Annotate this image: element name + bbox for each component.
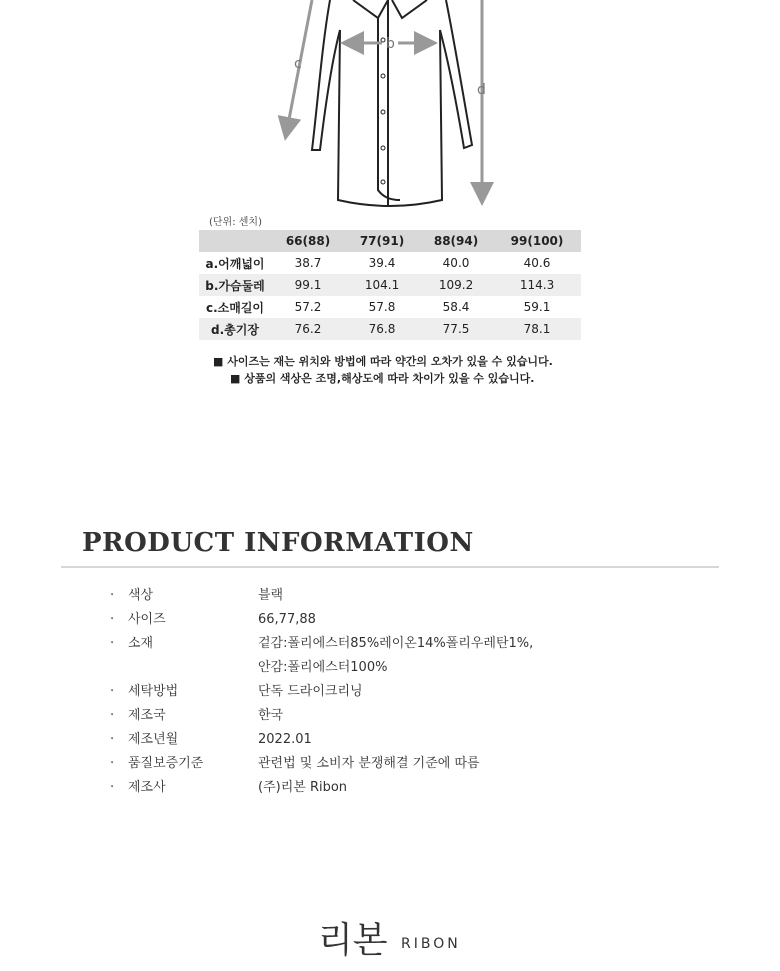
size-chart-table: [199, 230, 581, 340]
size-header-66: 66(88): [271, 230, 345, 252]
info-row-lining: [110, 656, 387, 675]
info-label: 제조사: [128, 780, 166, 795]
info-row-manufacturer: [110, 776, 347, 795]
size-cell: 57.8: [368, 300, 396, 314]
info-label: 제조년월: [128, 732, 179, 747]
size-cell: 57.2: [294, 300, 322, 314]
heading-divider: [61, 566, 719, 568]
bullet: ·: [110, 780, 115, 795]
info-row-country: [110, 704, 283, 723]
info-value: 66,77,88: [258, 612, 316, 627]
size-cell: 40.0: [442, 256, 470, 270]
size-header-blank: [199, 230, 271, 252]
bullet: ·: [110, 732, 115, 747]
size-row-sleeve: [199, 296, 581, 318]
info-row-washing: [110, 680, 363, 699]
info-value: (주)리본 Ribon: [258, 780, 348, 795]
info-label: 세탁방법: [128, 684, 179, 699]
size-cell: 39.4: [368, 256, 396, 270]
info-value: 블랙: [258, 588, 284, 603]
size-header-88: 88(94): [419, 230, 493, 252]
bullet: ·: [110, 612, 115, 627]
size-cell: 78.1: [493, 318, 581, 340]
size-cell: 76.2: [271, 318, 345, 340]
dimension-label-c: c: [294, 56, 302, 72]
info-label: 소재: [128, 636, 154, 651]
size-header-99: 99(100): [493, 230, 581, 252]
size-note-color: ■ 상품의 색상은 조명,해상도에 따라 차이가 있을 수 있습니다.: [230, 372, 535, 385]
info-row-quality: [110, 752, 480, 771]
dimension-label-b: b: [386, 36, 395, 52]
info-label: 품질보증기준: [128, 756, 204, 771]
brand-logo-english: RIBON: [401, 936, 461, 952]
size-note-measurement: ■ 사이즈는 재는 위치와 방법에 따라 약간의 오차가 있을 수 있습니다.: [213, 355, 553, 368]
size-cell: 40.6: [523, 256, 551, 270]
size-unit-label: (단위: 센치): [209, 217, 262, 228]
size-row-label: d.총기장: [199, 318, 271, 340]
size-row-label: c.소매길이: [205, 300, 265, 315]
bullet: ·: [110, 636, 115, 651]
info-value: 겉감:폴리에스터85%레이온14%폴리우레탄1%,: [258, 636, 534, 651]
shirt-dress-illustration: [260, 0, 520, 215]
info-label: 사이즈: [128, 612, 166, 627]
bullet: ·: [110, 708, 115, 723]
size-chart-header-row: [199, 230, 581, 252]
info-row-color: [110, 584, 283, 603]
info-label: 색상: [128, 588, 154, 603]
size-cell: 109.2: [419, 274, 493, 296]
info-value: 2022.01: [258, 732, 312, 747]
dimension-label-d: d: [477, 82, 486, 98]
size-header-77: 77(91): [345, 230, 419, 252]
size-row-label: a.어깨넓이: [205, 256, 265, 271]
bullet: ·: [110, 684, 115, 699]
info-value: 관련법 및 소비자 분쟁해결 기준에 따름: [258, 756, 480, 771]
product-info-heading: PRODUCT INFORMATION: [82, 528, 474, 558]
size-row-shoulder: [199, 252, 581, 274]
size-cell: 38.7: [294, 256, 322, 270]
size-cell: 77.5: [419, 318, 493, 340]
size-cell: 59.1: [523, 300, 551, 314]
info-value: 안감:폴리에스터100%: [258, 660, 388, 675]
info-row-manufacture-date: [110, 728, 312, 747]
info-value: 단독 드라이크리닝: [258, 684, 363, 699]
dress-outline: [312, 0, 472, 206]
size-row-label: b.가슴둘레: [199, 274, 271, 296]
size-row-length: [199, 318, 581, 340]
size-cell: 99.1: [271, 274, 345, 296]
info-label: 제조국: [128, 708, 166, 723]
size-cell: 58.4: [442, 300, 470, 314]
size-cell: 114.3: [493, 274, 581, 296]
info-row-material: [110, 632, 533, 651]
bullet: ·: [110, 756, 115, 771]
info-row-size: [110, 608, 316, 627]
size-cell: 76.8: [345, 318, 419, 340]
brand-logo-korean: 리본: [318, 920, 388, 961]
shirt-buttons: [381, 38, 385, 184]
info-value: 한국: [258, 708, 284, 723]
bullet: ·: [110, 588, 115, 603]
size-cell: 104.1: [345, 274, 419, 296]
size-row-chest: [199, 274, 581, 296]
